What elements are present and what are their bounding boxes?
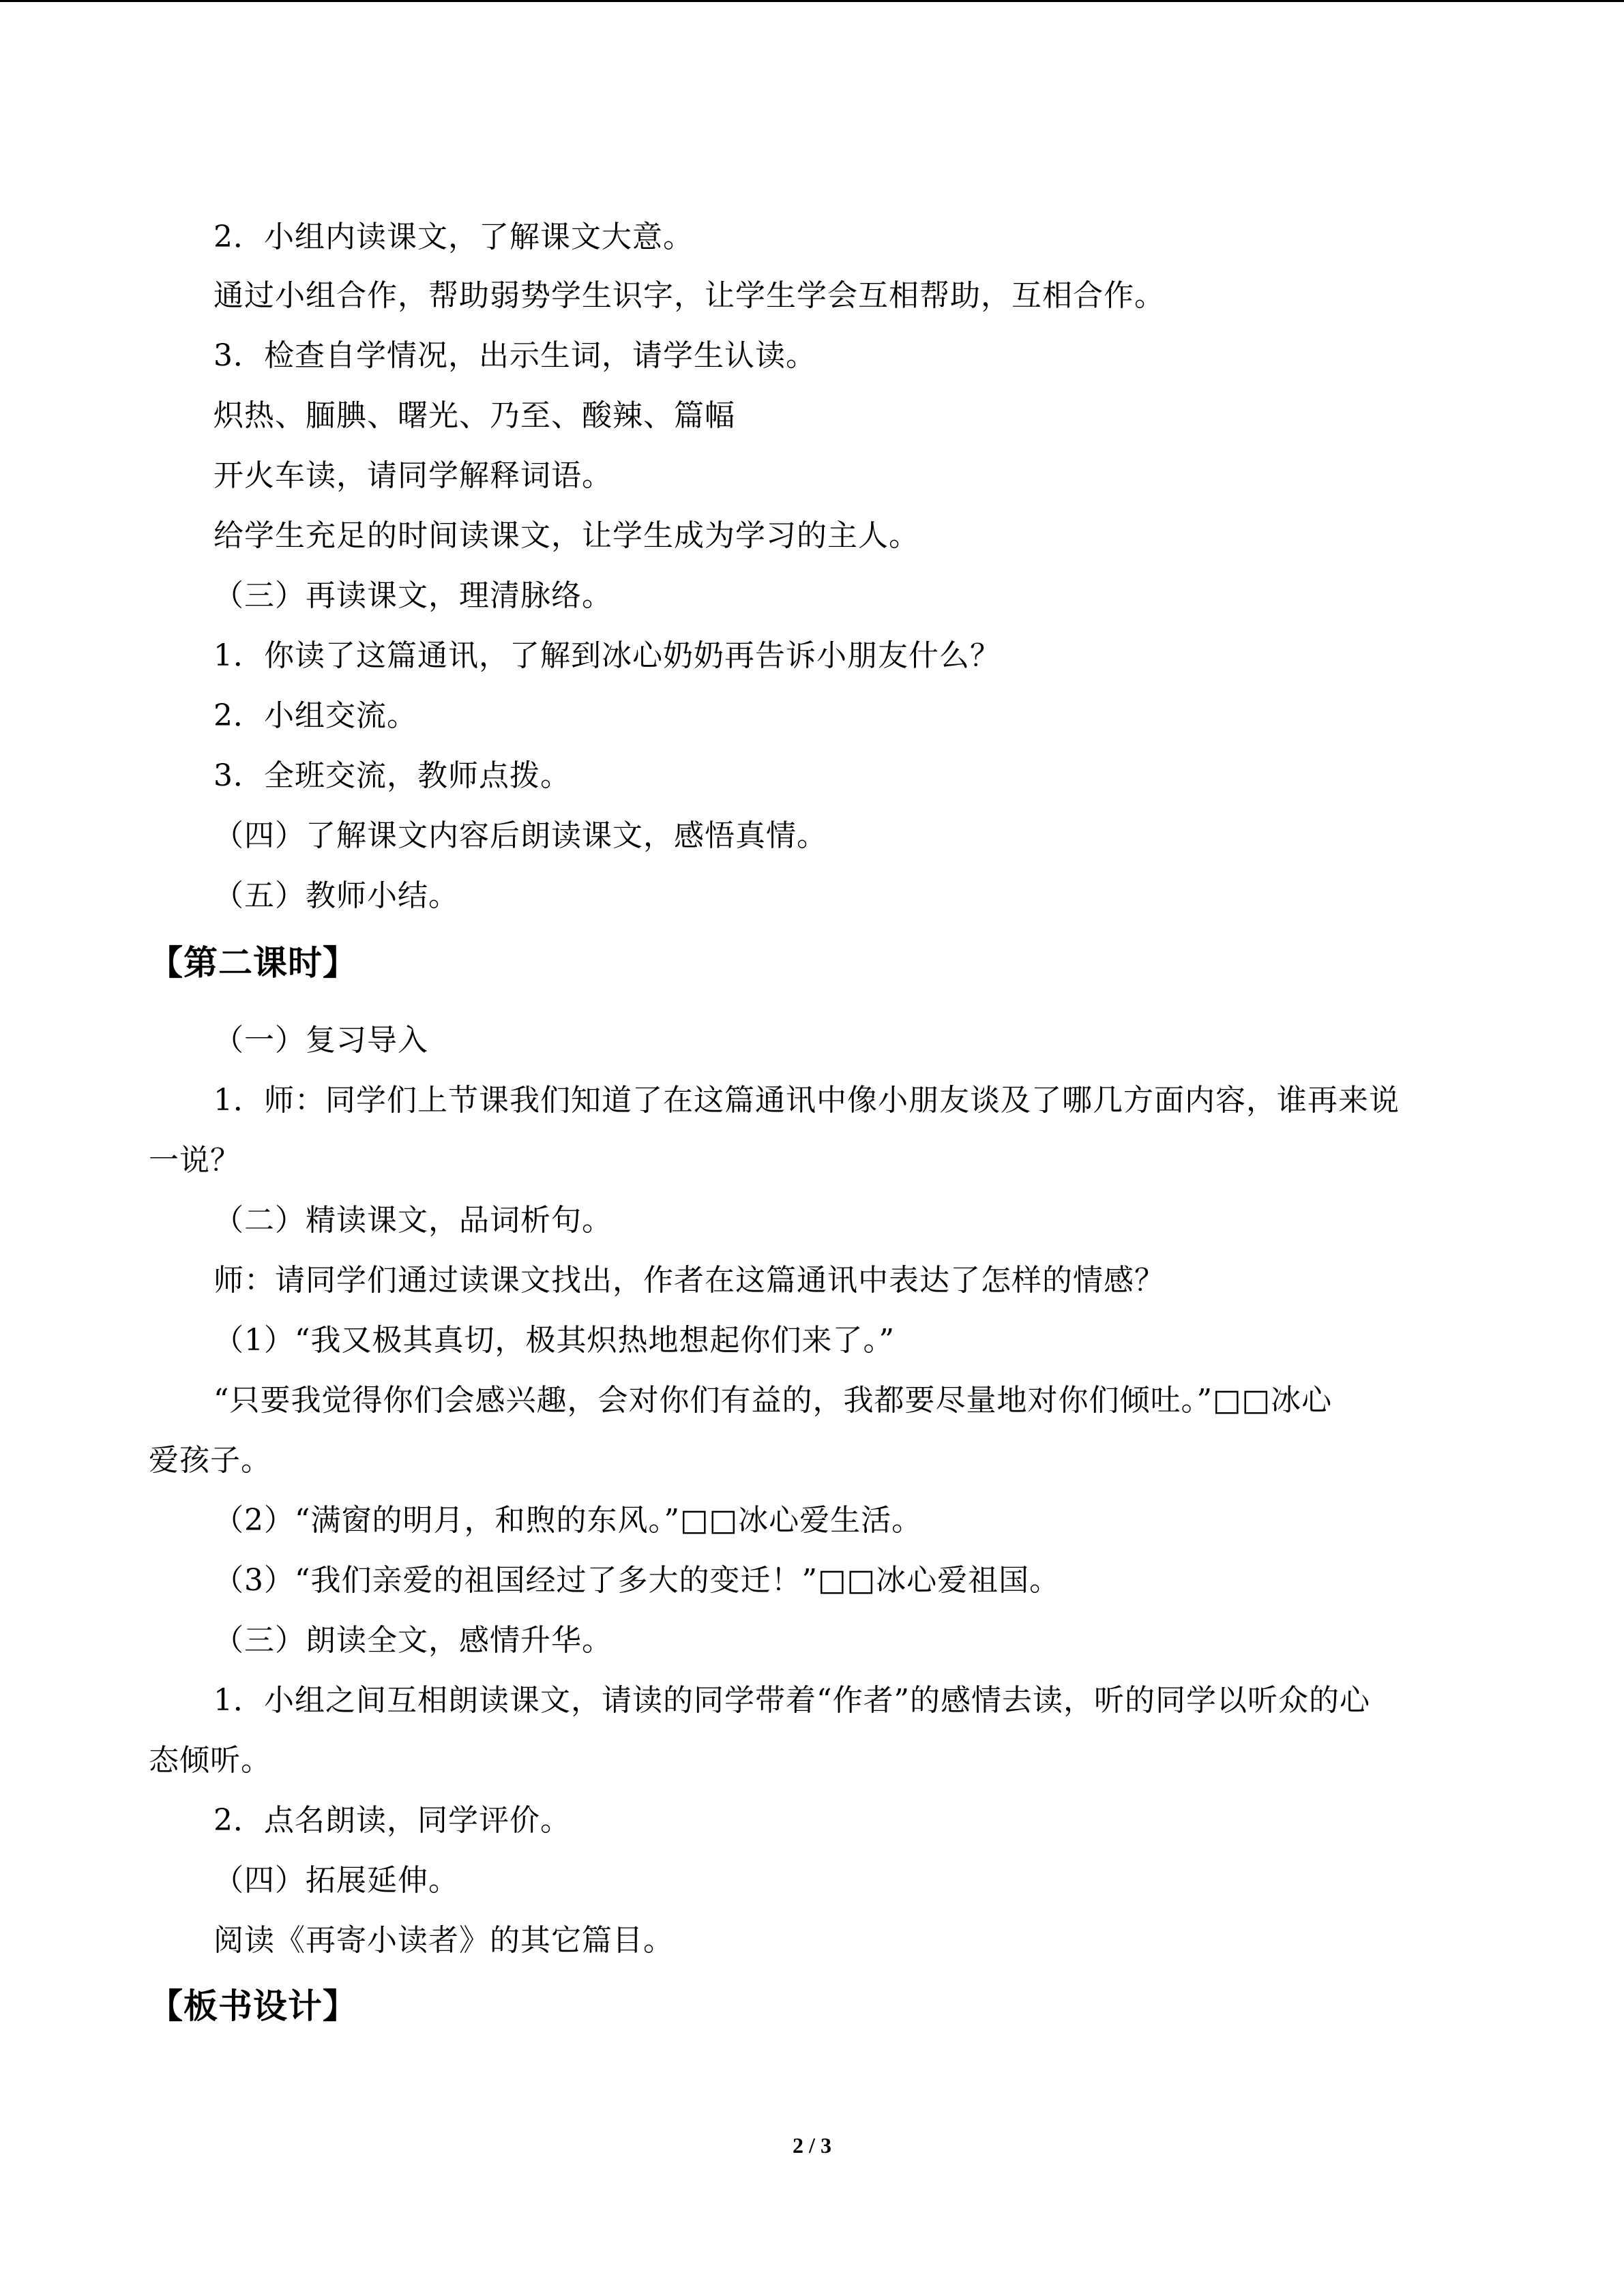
text-line: 给学生充足的时间读课文，让学生成为学习的主人。 [213, 518, 919, 553]
section-heading-board-design: 【板书设计】 [149, 1986, 357, 2026]
text-line: 2．小组交流。 [213, 698, 417, 733]
text-line: （二）精读课文，品词析句。 [213, 1203, 612, 1238]
top-border-rule [0, 0, 1624, 2]
text-line: （1）“我又极其真切，极其炽热地想起你们来了。” [213, 1323, 895, 1358]
text-line: （三）朗读全文，感情升华。 [213, 1623, 612, 1658]
text-line: （三）再读课文，理清脉络。 [213, 578, 612, 613]
text-line: 1．师：同学们上节课我们知道了在这篇通讯中像小朋友谈及了哪几方面内容，谁再来说 [213, 1083, 1400, 1118]
text-line: （3）“我们亲爱的祖国经过了多大的变迁！”□□冰心爱祖国。 [213, 1563, 1061, 1598]
text-line: 阅读《再寄小读者》的其它篇目。 [213, 1923, 674, 1958]
text-line: 一说？ [149, 1143, 241, 1178]
text-line: 爱孩子。 [149, 1443, 271, 1478]
text-line: 师：请同学们通过读课文找出，作者在这篇通讯中表达了怎样的情感？ [213, 1263, 1165, 1298]
text-line: 态倾听。 [149, 1743, 271, 1778]
text-line: “只要我觉得你们会感兴趣，会对你们有益的，我都要尽量地对你们倾吐。”□□冰心 [213, 1383, 1333, 1418]
text-line: （四）拓展延伸。 [213, 1863, 459, 1898]
text-line: 炽热、腼腆、曙光、乃至、酸辣、篇幅 [213, 398, 735, 433]
text-line: （一）复习导入 [213, 1023, 428, 1058]
text-line: 2．小组内读课文，了解课文大意。 [213, 220, 694, 254]
text-line: 开火车读，请同学解释词语。 [213, 458, 612, 493]
text-line: 1．小组之间互相朗读课文，请读的同学带着“作者”的感情去读，听的同学以听众的心 [213, 1683, 1370, 1718]
text-line: 2．点名朗读，同学评价。 [213, 1803, 571, 1838]
section-heading-second-lesson: 【第二课时】 [149, 942, 357, 983]
text-line: （2）“满窗的明月，和煦的东风。”□□冰心爱生活。 [213, 1503, 923, 1538]
text-line: 1．你读了这篇通讯，了解到冰心奶奶再告诉小朋友什么？ [213, 638, 1001, 673]
text-line: 通过小组合作，帮助弱势学生识字，让学生学会互相帮助，互相合作。 [213, 278, 1165, 313]
text-line: 3．全班交流，教师点拨。 [213, 758, 571, 793]
page-number: 2 / 3 [793, 2133, 831, 2158]
text-line: （五）教师小结。 [213, 878, 459, 913]
text-line: （四）了解课文内容后朗读课文，感悟真情。 [213, 818, 827, 853]
text-line: 3．检查自学情况，出示生词，请学生认读。 [213, 338, 816, 373]
